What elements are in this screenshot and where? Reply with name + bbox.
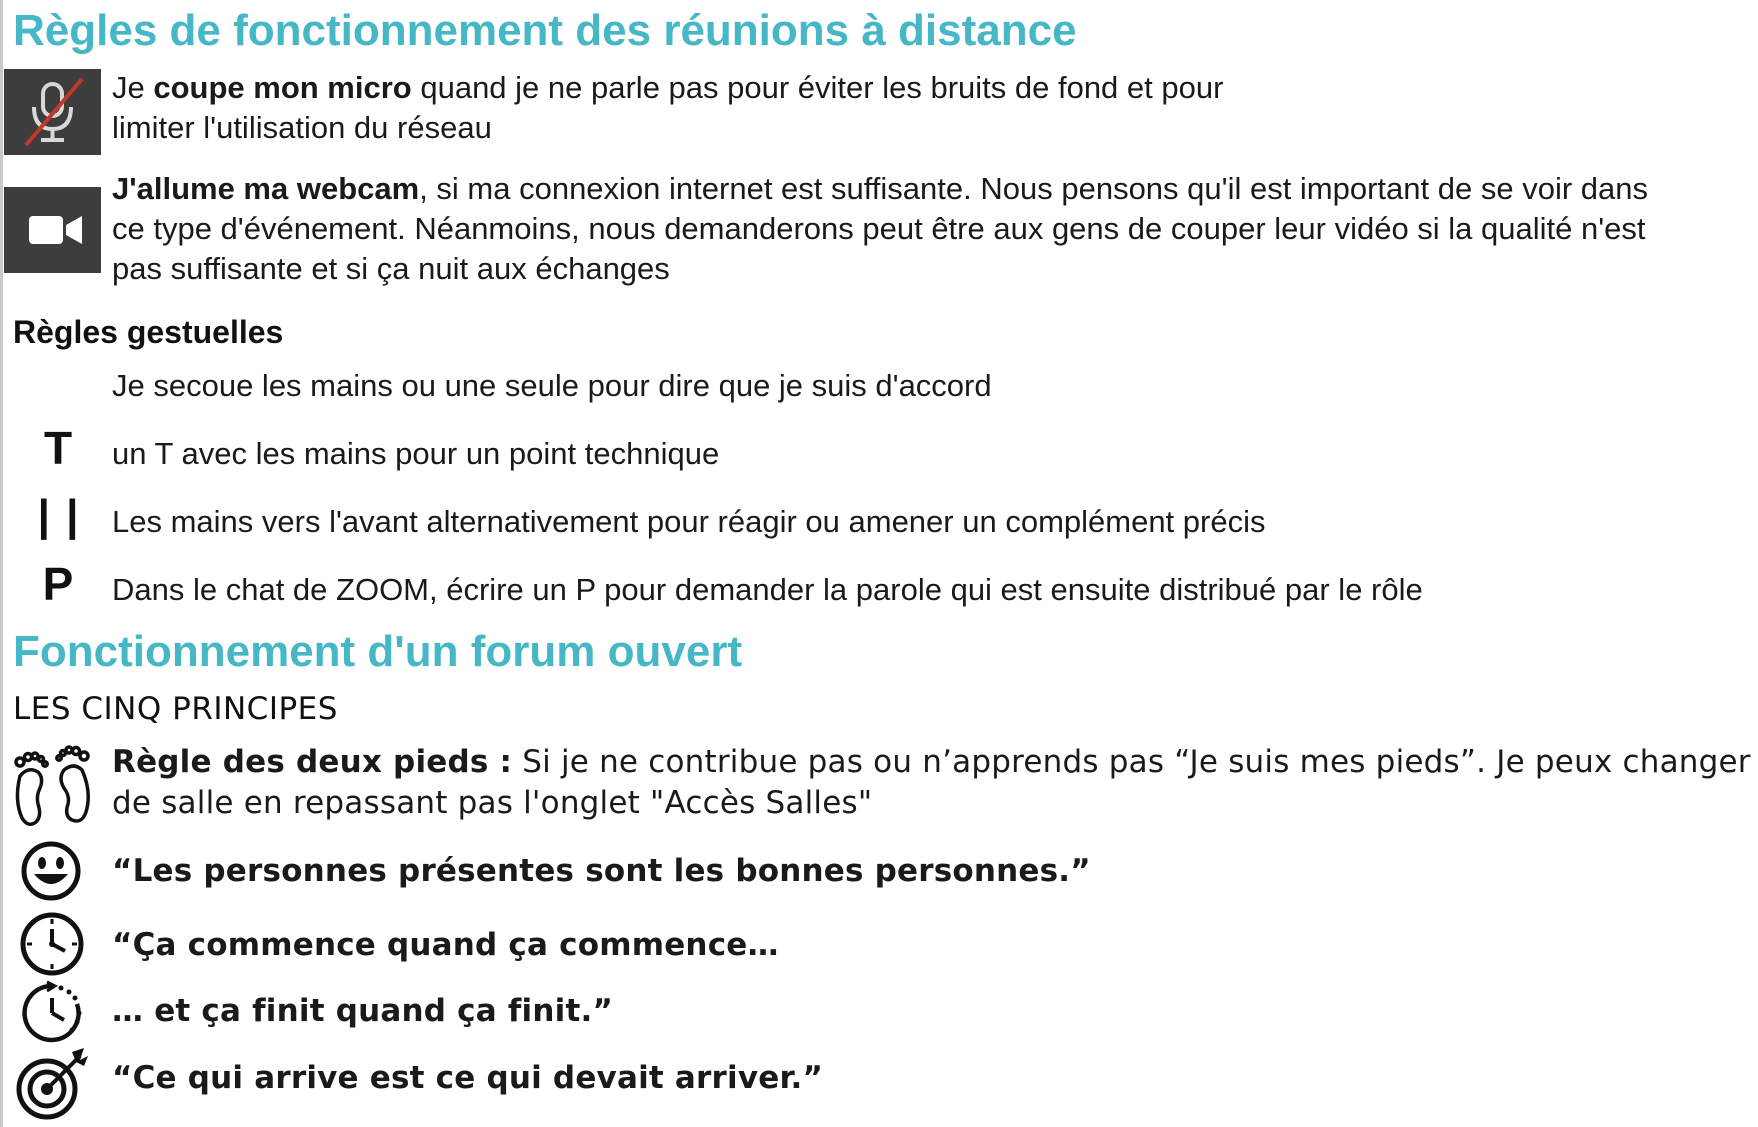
rule-mute-line-2: limiter l'utilisation du réseau xyxy=(112,110,492,145)
principle-two-feet-line-1: Règle des deux pieds : Si je ne contribue pas ou n’apprends pas “Je suis mes pieds”. Je peux changer xyxy=(112,744,1751,780)
section-title-remote-meetings: Règles de fonctionnement des réunions à distance xyxy=(13,6,1077,55)
rule-webcam-line-3: pas suffisante et si ça nuit aux échanges xyxy=(112,251,670,286)
gesture-symbol-technical: T xyxy=(43,422,73,474)
principle-what-happens: “Ce qui arrive est ce qui devait arriver.” xyxy=(112,1060,824,1096)
gestures-heading: Règles gestuelles xyxy=(13,314,284,350)
muted-microphone-icon xyxy=(4,69,101,155)
rule-webcam-line-2: ce type d'événement. Néanmoins, nous demanderons peut être aux gens de couper leur vidéo si la qualité n'est xyxy=(112,211,1646,246)
gesture-item-speak: Dans le chat de ZOOM, écrire un P pour demander la parole qui est ensuite distribué par le rôle xyxy=(112,572,1423,607)
rule-mute-line-1: Je coupe mon micro quand je ne parle pas pour éviter les bruits de fond et pour xyxy=(112,70,1224,105)
target-arrow-icon xyxy=(14,1046,94,1122)
gesture-item-react: Les mains vers l'avant alternativement pour réagir ou amener un complément précis xyxy=(112,504,1266,539)
principle-two-feet-line-2: de salle en repassant pas l'onglet "Accès Salles" xyxy=(112,785,873,821)
gesture-item-agree: Je secoue les mains ou une seule pour dire que je suis d'accord xyxy=(112,368,992,403)
section-title-open-forum: Fonctionnement d'un forum ouvert xyxy=(13,627,743,676)
dotted-clock-icon xyxy=(19,980,85,1046)
two-feet-icon xyxy=(6,738,98,830)
principle-right-people: “Les personnes présentes sont les bonnes personnes.” xyxy=(112,853,1091,889)
video-camera-icon xyxy=(4,187,101,273)
smiley-face-icon xyxy=(20,840,82,902)
gesture-symbol-speak: P xyxy=(42,558,74,610)
gesture-symbol-react: | | xyxy=(37,491,81,540)
rule-webcam-line-1: J'allume ma webcam, si ma connexion internet est suffisante. Nous pensons qu'il est important de se voir dans xyxy=(112,171,1648,206)
page-left-border xyxy=(0,0,3,1127)
principles-heading: LES CINQ PRINCIPES xyxy=(13,691,338,727)
principle-starts-when-starts: “Ça commence quand ça commence… xyxy=(112,927,779,963)
clock-icon xyxy=(19,911,85,977)
principle-ends-when-ends: … et ça finit quand ça finit.” xyxy=(112,993,614,1029)
gesture-item-technical: un T avec les mains pour un point technique xyxy=(112,436,720,471)
